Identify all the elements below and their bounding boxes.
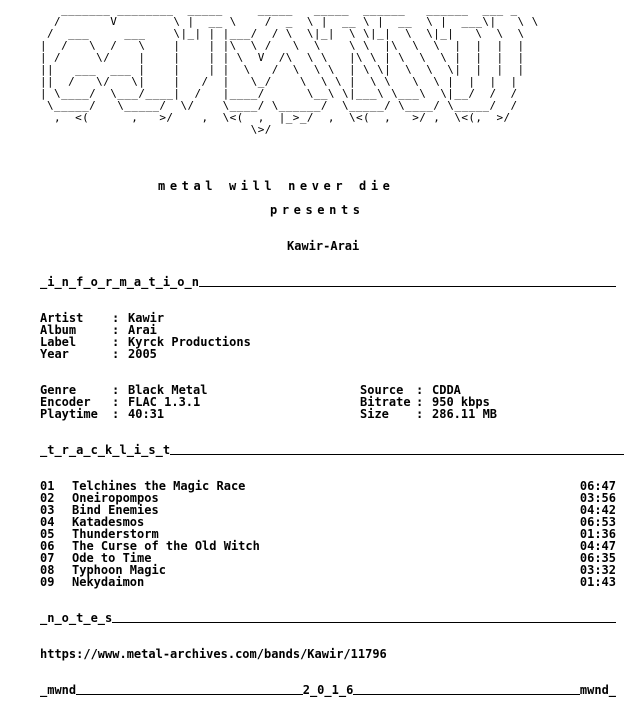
info-key: Year [40,347,69,361]
section-rule [170,454,624,455]
track-duration: 01:43 [579,575,616,589]
track-title: Thunderstorm [72,527,159,541]
info-value: Black Metal [128,383,208,397]
presents-text: presents [270,203,365,217]
track-number: 03 [40,503,55,517]
info-separator: : [112,407,120,421]
info-key: Encoder [40,395,91,409]
track-number: 04 [40,515,55,529]
track-duration: 01:36 [579,527,616,541]
track-duration: 06:35 [579,551,616,565]
info-row-playtime [40,408,164,420]
info-value: Arai [128,323,157,337]
track-title: Telchines the Magic Race [72,479,246,493]
track-duration: 03:56 [579,491,616,505]
info-separator: : [112,311,120,325]
track-number: 02 [40,491,55,505]
info-key: Album [40,323,77,337]
section-title-notes: _n_o_t_e_s [40,611,113,625]
track-title: Oneiropompos [72,491,159,505]
track-duration: 06:47 [579,479,616,493]
footer-year: 2_0_1_6 [302,683,354,697]
info-value: 2005 [128,347,157,361]
info-separator: : [416,395,424,409]
track-title: Nekydaimon [72,575,145,589]
info-separator: : [112,383,120,397]
footer-rule-right [353,694,580,695]
info-separator: : [112,347,120,361]
track-row [40,576,616,588]
section-rule [112,622,616,623]
info-separator: : [416,383,424,397]
footer-left: _mwnd [40,683,77,697]
info-key: Artist [40,311,84,325]
tagline: metal will never die [158,179,395,193]
info-separator: : [112,395,120,409]
info-value: FLAC 1.3.1 [128,395,201,409]
info-value: 286.11 MB [432,407,498,421]
info-value: CDDA [432,383,461,397]
track-number: 05 [40,527,55,541]
info-value: 950 kbps [432,395,490,409]
info-value: Kyrck Productions [128,335,251,349]
track-duration: 04:47 [579,539,616,553]
track-duration: 06:53 [579,515,616,529]
info-key: Label [40,335,77,349]
ascii-logo: _______ ________ _____ _____ _____ ______ ______ ___ _ / V \ | __ \ / _ \ | __ \ | __ \ | ___\| \ \ / ___ ___ \|_| | |___/ / \ \|_| \ \|_| \ \|_| \ \ \ | / \ / \ | | |\ \ / \ \ \ \ |\ \ \ | | | | | / \/ | | | | \ V /\ \ \ |\ \ | \ \ \ | | | | || ___ ___ | | | | \ / \ \ \ | \ \| \ \ \| | | | || / \/ \| | / | \_/ \ \ \ | \ \ \ \ | | | | | \____/ \___/____| / |____/ \__\ \|___\ \___\ \|__/ / / \_____/ \_____/ \/ \____/ \______/ \_____/ \____/ \_____/ / , <( , >/ , \<( , |_>_/ , \<( , >/ , \<(, >/ \>/ [40,3,539,136]
info-row-year [40,348,157,360]
footer-right: mwnd_ [579,683,617,697]
info-row-size [360,408,497,420]
track-number: 08 [40,563,55,577]
info-separator: : [112,323,120,337]
track-title: Typhoon Magic [72,563,166,577]
info-key: Source [360,383,404,397]
info-value: Kawir [128,311,165,325]
info-key: Bitrate [360,395,411,409]
section-title-information: _i_n_f_o_r_m_a_t_i_o_n [40,275,199,289]
info-separator: : [416,407,424,421]
section-rule [199,286,616,287]
footer-rule [40,684,616,696]
info-key: Size [360,407,389,421]
track-number: 09 [40,575,55,589]
info-key: Playtime [40,407,98,421]
footer-rule-left [76,694,303,695]
track-title: Ode to Time [72,551,152,565]
track-number: 06 [40,539,55,553]
section-title-tracklist: _t_r_a_c_k_l_i_s_t [40,443,171,457]
track-duration: 03:32 [579,563,616,577]
info-separator: : [112,335,120,349]
info-key: Genre [40,383,77,397]
track-title: The Curse of the Old Witch [72,539,260,553]
track-title: Bind Enemies [72,503,159,517]
notes-url-link[interactable]: https://www.metal-archives.com/bands/Kawir/11796 [40,647,387,661]
track-number: 07 [40,551,55,565]
track-number: 01 [40,479,55,493]
tracklist-section-header [40,444,624,456]
info-value: 40:31 [128,407,165,421]
notes-section-header [40,612,616,624]
track-title: Katadesmos [72,515,145,529]
track-duration: 04:42 [579,503,616,517]
information-section-header [40,276,616,288]
release-title: Kawir-Arai [287,239,360,253]
